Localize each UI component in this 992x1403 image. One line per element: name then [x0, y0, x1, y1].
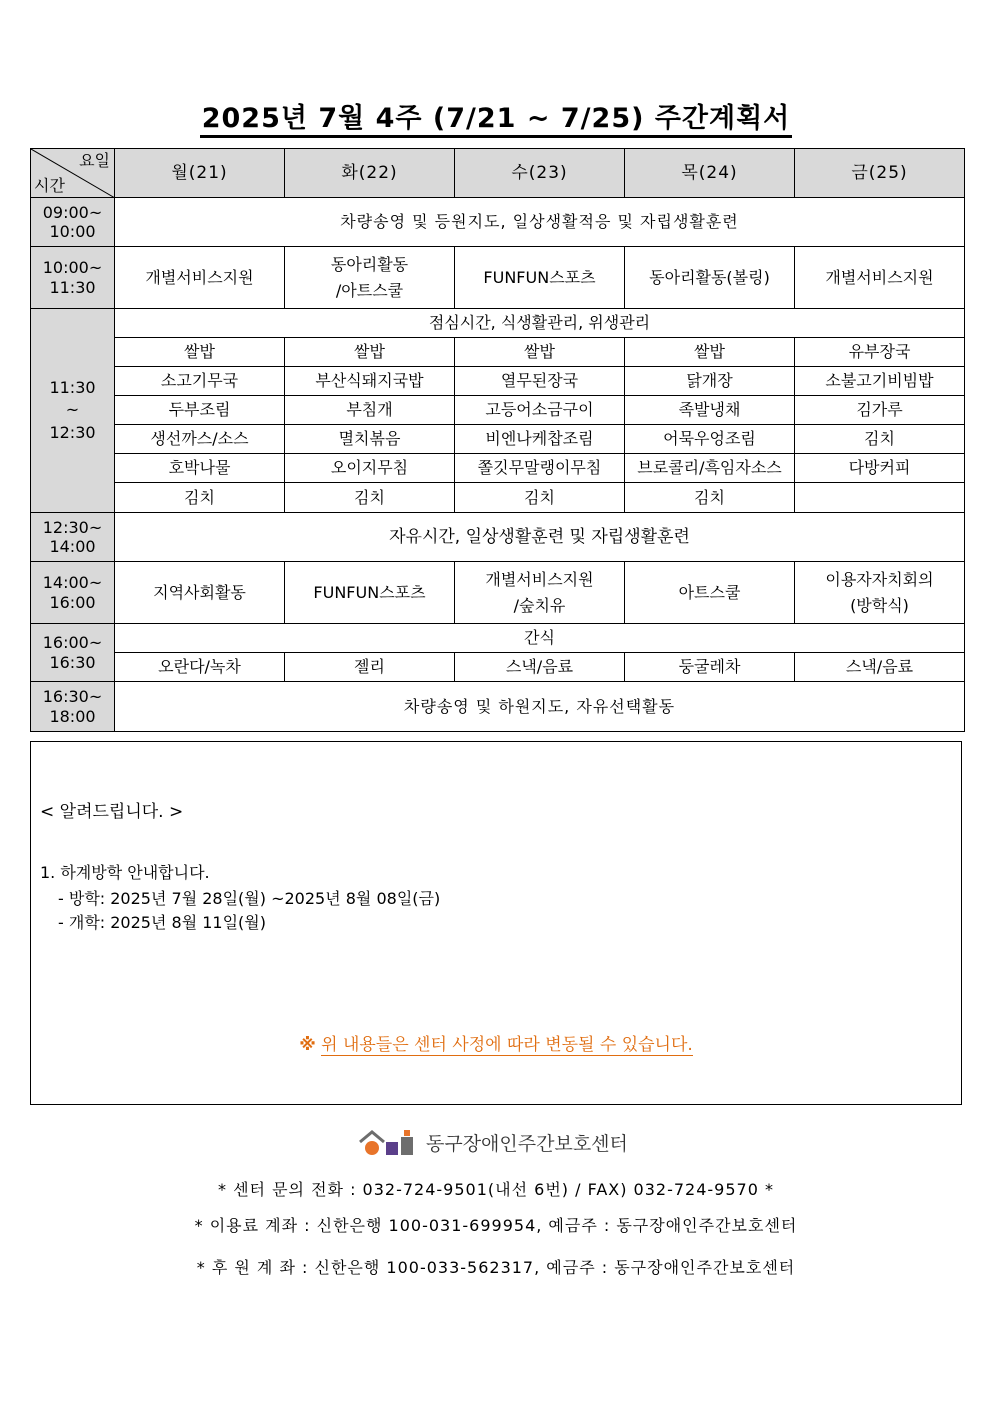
activity-0900: 차량송영 및 등원지도, 일상생활적응 및 자립생활훈련 — [115, 198, 965, 247]
menu-item: 쫄깃무말랭이무침 — [455, 454, 625, 483]
menu-item: 다방커피 — [795, 454, 965, 483]
time-end: 11:30 — [49, 277, 96, 297]
menu-item: 브로콜리/흑임자소스 — [625, 454, 795, 483]
page-title: 2025년 7월 4주 (7/21 ~ 7/25) 주간계획서 — [200, 103, 793, 138]
activity-1230: 자유시간, 일상생활훈련 및 자립생활훈련 — [115, 513, 965, 562]
menu-item: 김치 — [455, 483, 625, 513]
snack-item: 젤리 — [285, 653, 455, 682]
menu-item: 김치 — [625, 483, 795, 513]
time-cell-1230 — [31, 513, 115, 562]
menu-item: 부침개 — [285, 396, 455, 425]
corner-cell — [31, 149, 115, 198]
snack-item: 오란다/녹차 — [115, 653, 285, 682]
house-logo-icon — [358, 1126, 418, 1158]
menu-item: 김치 — [285, 483, 455, 513]
time-cell-0900 — [31, 198, 115, 247]
menu-item: 열무된장국 — [455, 367, 625, 396]
menu-row — [31, 338, 965, 367]
day-header-mon: 월(21) — [115, 149, 285, 198]
menu-row — [31, 454, 965, 483]
warning-text: 위 내용들은 센터 사정에 따라 변동될 수 있습니다. — [321, 1035, 693, 1055]
activity-1400-thu: 아트스쿨 — [625, 562, 795, 624]
menu-item: 김치 — [115, 483, 285, 513]
menu-item: 쌀밥 — [455, 338, 625, 367]
menu-item: 닭개장 — [625, 367, 795, 396]
slot-row-1000 — [31, 247, 965, 309]
fee-account: * 이용료 계좌 : 신한은행 100-031-699954, 예금주 : 동구장애인주간보호센터 — [194, 1216, 798, 1235]
activity-lunch: 점심시간, 식생활관리, 위생관리 — [115, 309, 965, 338]
time-start: 14:00~ — [42, 573, 103, 593]
snack-item: 스낵/음료 — [795, 653, 965, 682]
day-header-tue: 화(22) — [285, 149, 455, 198]
notice-school-start: - 개학: 2025년 8월 11일(월) — [58, 913, 266, 932]
time-sep: ~ — [65, 400, 80, 420]
menu-item: 멸치볶음 — [285, 425, 455, 454]
time-cell-1400 — [31, 562, 115, 624]
activity-1400-mon: 지역사회활동 — [115, 562, 285, 624]
notice-warning — [31, 1030, 961, 1055]
menu-item: 소고기무국 — [115, 367, 285, 396]
menu-row — [31, 396, 965, 425]
activity-1630: 차량송영 및 하원지도, 자유선택활동 — [115, 682, 965, 732]
time-start: 09:00~ — [42, 202, 103, 222]
day-header-fri: 금(25) — [795, 149, 965, 198]
menu-item: 어묵우엉조림 — [625, 425, 795, 454]
slot-row-1600 — [31, 624, 965, 653]
notice-box — [30, 741, 962, 1105]
snack-item: 스낵/음료 — [455, 653, 625, 682]
notice-item-1: 1. 하계방학 안내합니다. — [40, 863, 210, 882]
menu-item: 비엔나케찹조림 — [455, 425, 625, 454]
time-cell-1000 — [31, 247, 115, 309]
menu-item: 생선까스/소스 — [115, 425, 285, 454]
time-cell-1630 — [31, 682, 115, 732]
menu-item: 김치 — [795, 425, 965, 454]
donation-account: * 후 원 계 좌 : 신한은행 100-033-562317, 예금주 : 동구장애인주간보호센터 — [196, 1258, 796, 1277]
menu-row — [31, 425, 965, 454]
time-start: 11:30 — [49, 377, 96, 397]
time-end: 12:30 — [49, 422, 96, 442]
notice-vacation: - 방학: 2025년 7월 28일(월) ~2025년 8월 08일(금) — [58, 889, 441, 908]
menu-item — [795, 483, 965, 513]
activity-1000-thu: 동아리활동(볼링) — [625, 247, 795, 309]
menu-row — [31, 367, 965, 396]
time-cell-1600 — [31, 624, 115, 682]
menu-item: 김가루 — [795, 396, 965, 425]
menu-item: 소불고기비빔밥 — [795, 367, 965, 396]
time-start: 16:30~ — [42, 687, 103, 707]
activity-1400-fri: 이용자자치회의 (방학식) — [795, 562, 965, 624]
notice-heading: < 알려드립니다. > — [40, 802, 184, 822]
corner-day-label: 요일 — [79, 151, 110, 170]
center-name: 동구장애인주간보호센터 — [426, 1132, 628, 1155]
page-title-wrap — [0, 96, 992, 135]
menu-item: 유부장국 — [795, 338, 965, 367]
center-logo — [358, 1126, 628, 1158]
activity-1000-tue: 동아리활동 /아트스쿨 — [285, 247, 455, 309]
activity-snack: 간식 — [115, 624, 965, 653]
time-start: 16:00~ — [42, 633, 103, 653]
activity-1000-mon: 개별서비스지원 — [115, 247, 285, 309]
menu-item: 고등어소금구이 — [455, 396, 625, 425]
day-header-wed: 수(23) — [455, 149, 625, 198]
menu-item: 쌀밥 — [625, 338, 795, 367]
menu-item: 오이지무침 — [285, 454, 455, 483]
time-start: 10:00~ — [42, 258, 103, 278]
activity-1400-wed: 개별서비스지원 /숲치유 — [455, 562, 625, 624]
menu-item: 부산식돼지국밥 — [285, 367, 455, 396]
time-end: 18:00 — [49, 706, 96, 726]
contact-phone: * 센터 문의 전화 : 032-724-9501(내선 6번) / FAX) 032-724-9570 * — [218, 1180, 774, 1199]
slot-row-1400 — [31, 562, 965, 624]
menu-item: 족발냉채 — [625, 396, 795, 425]
time-end: 16:00 — [49, 592, 96, 612]
slot-row-1630 — [31, 682, 965, 732]
activity-1000-wed: FUNFUN스포츠 — [455, 247, 625, 309]
menu-item: 두부조림 — [115, 396, 285, 425]
time-end: 14:00 — [49, 537, 96, 556]
header-row — [31, 149, 965, 198]
menu-item: 호박나물 — [115, 454, 285, 483]
time-start: 12:30~ — [42, 517, 103, 537]
menu-item: 쌀밥 — [285, 338, 455, 367]
slot-row-0900 — [31, 198, 965, 247]
corner-time-label: 시간 — [34, 175, 65, 195]
weekly-plan-table — [30, 148, 965, 732]
snack-row — [31, 653, 965, 682]
activity-1400-tue: FUNFUN스포츠 — [285, 562, 455, 624]
menu-item: 쌀밥 — [115, 338, 285, 367]
time-end: 16:30 — [49, 652, 96, 672]
time-end: 10:00 — [49, 222, 96, 241]
snack-item: 둥굴레차 — [625, 653, 795, 682]
activity-1000-fri: 개별서비스지원 — [795, 247, 965, 309]
slot-row-1230 — [31, 513, 965, 562]
slot-row-1130 — [31, 309, 965, 338]
time-cell-1130 — [31, 309, 115, 513]
day-header-thu: 목(24) — [625, 149, 795, 198]
menu-row — [31, 483, 965, 513]
warning-mark: ※ — [299, 1035, 316, 1055]
